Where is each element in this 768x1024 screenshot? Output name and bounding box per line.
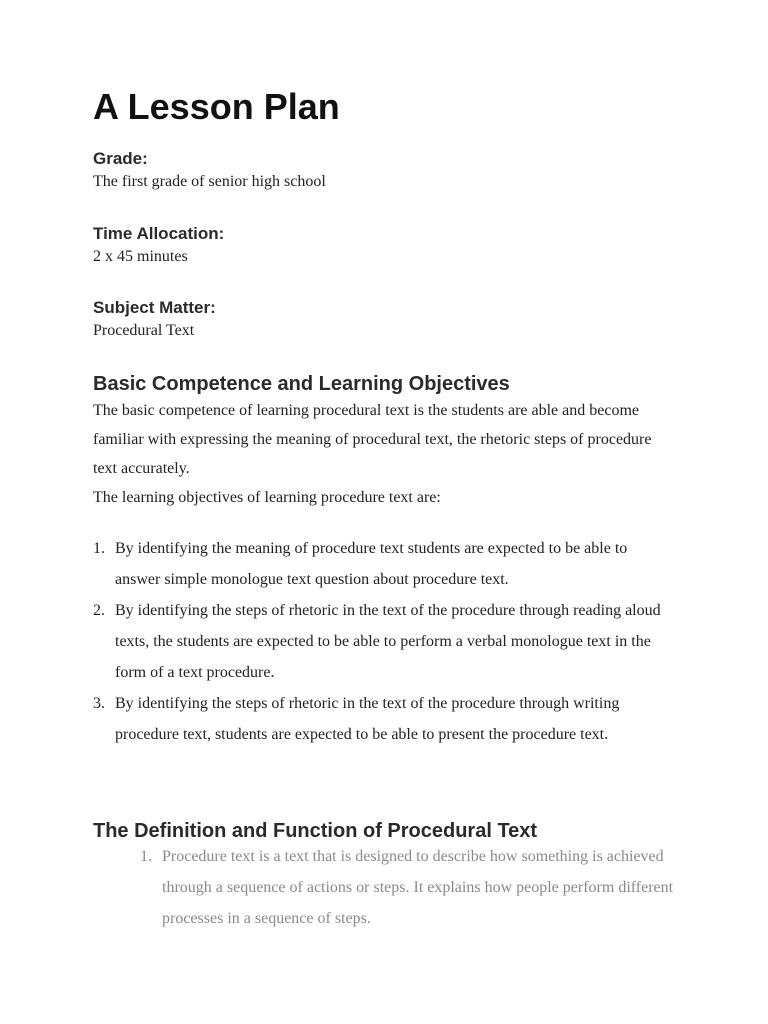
time-allocation-label: Time Allocation: xyxy=(93,224,225,243)
section-heading-definition: The Definition and Function of Procedural Text xyxy=(93,820,538,842)
time-allocation-value: 2 x 45 minutes xyxy=(93,248,188,265)
objectives-intro: The learning objectives of learning procedure text are: xyxy=(93,489,441,506)
objectives-list xyxy=(93,533,673,750)
list-item-number: 1. xyxy=(93,540,105,557)
definition-list xyxy=(140,841,675,934)
competence-paragraph: The basic competence of learning procedural text is the students are able and become familiar with expressing the meaning of procedural text, the rhetoric steps of procedure text accurately. xyxy=(93,402,652,477)
subject-matter-value: Procedural Text xyxy=(93,322,195,339)
grade-value: The first grade of senior high school xyxy=(93,173,326,190)
list-item-number: 3. xyxy=(93,695,105,712)
list-item xyxy=(93,688,673,750)
list-item-text: By identifying the steps of rhetoric in the text of the procedure through reading aloud texts, the students are expected to be able to perform a verbal monologue text in the form of a text procedure. xyxy=(115,602,661,681)
list-item-text: By identifying the steps of rhetoric in the text of the procedure through writing procedure text, students are expected to be able to present the procedure text. xyxy=(115,695,620,743)
grade-label: Grade: xyxy=(93,149,148,168)
time-allocation-field xyxy=(93,223,224,269)
list-item-number: 2. xyxy=(93,602,105,619)
list-item xyxy=(140,841,675,934)
list-item-number: 1. xyxy=(140,848,152,865)
list-item-text: By identifying the meaning of procedure text students are expected to be able to answer simple monologue text question about procedure text. xyxy=(115,540,628,588)
page-title: A Lesson Plan xyxy=(93,86,340,127)
list-item xyxy=(93,595,673,688)
grade-field xyxy=(93,148,326,194)
list-item xyxy=(93,533,673,595)
list-item-text: Procedure text is a text that is designed to describe how something is achieved through a sequence of actions or steps. It explains how people perform different processes in a sequence of steps. xyxy=(162,848,674,927)
section-heading-competence: Basic Competence and Learning Objectives xyxy=(93,373,510,395)
subject-matter-label: Subject Matter: xyxy=(93,298,216,317)
subject-matter-field xyxy=(93,297,216,343)
